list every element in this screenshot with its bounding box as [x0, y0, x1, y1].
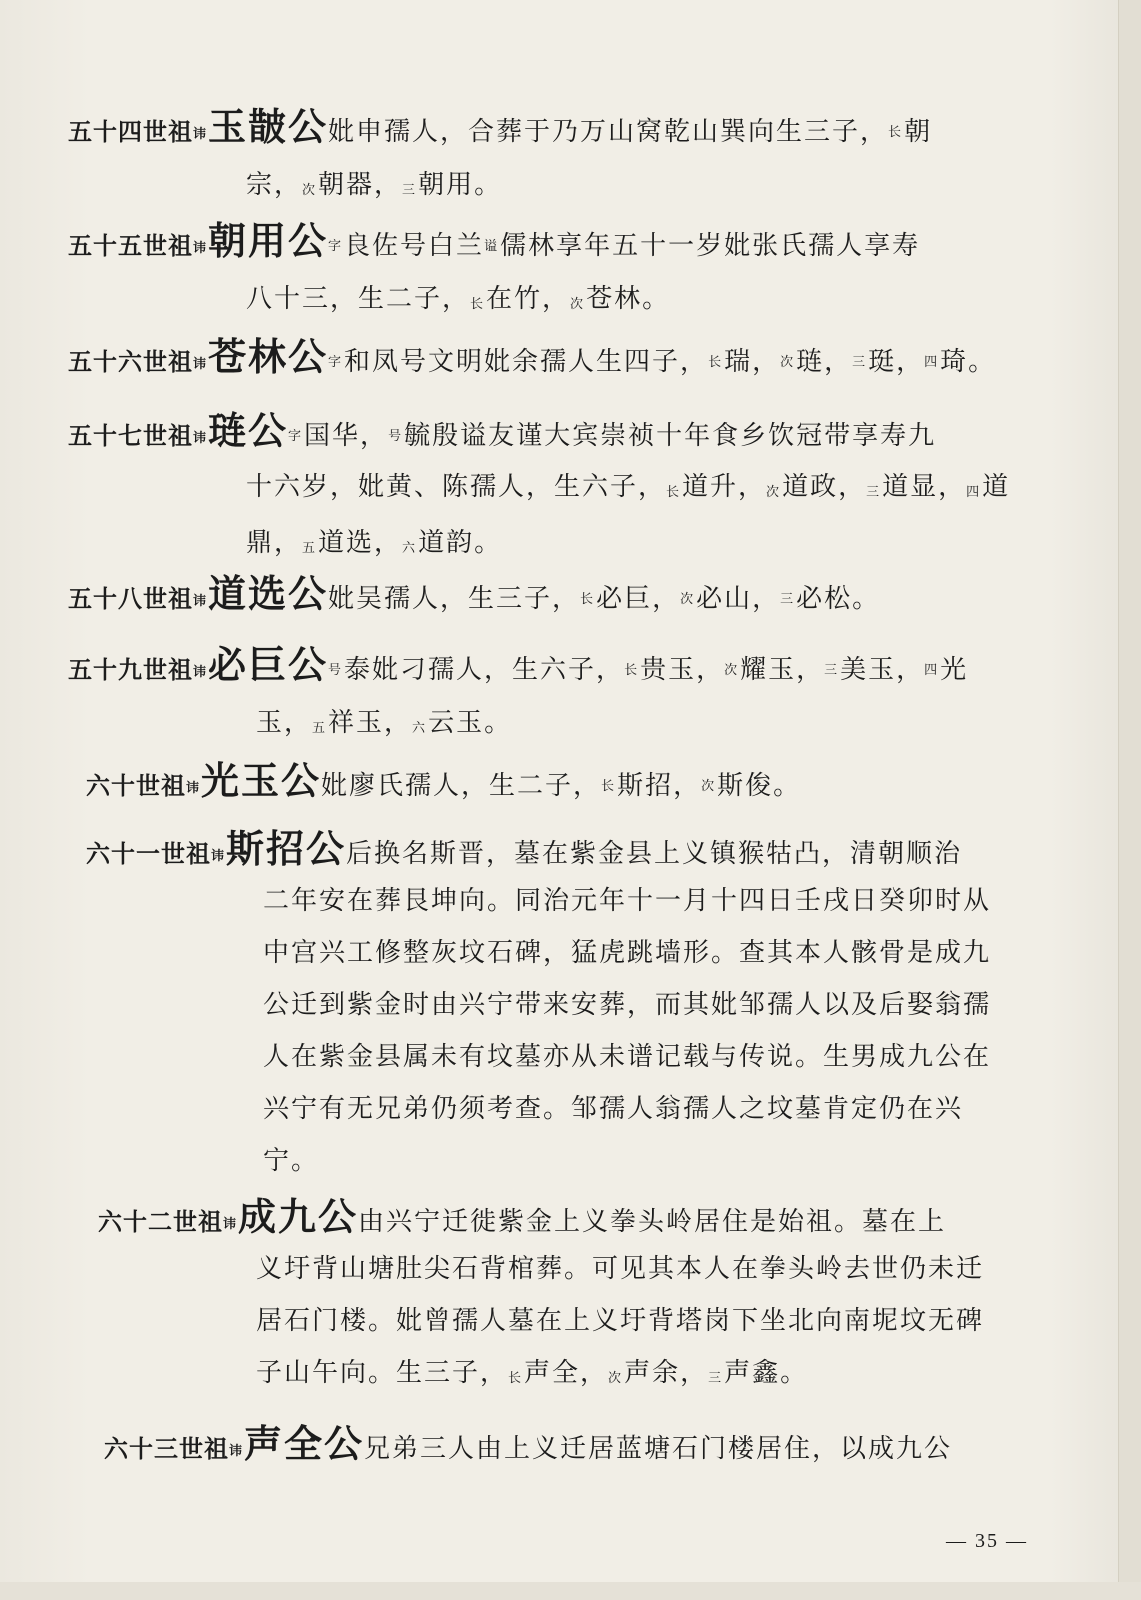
entry-text: 声鑫。 — [724, 1358, 809, 1388]
ancestor-name: 道选公 — [208, 571, 329, 616]
generation-label: 五十六世祖 — [68, 347, 193, 376]
entry-text: 宗， — [246, 170, 303, 200]
genealogy-entry-59 — [68, 636, 1028, 766]
hui-mark: 讳 — [193, 241, 209, 256]
entry-text: 斯招， — [617, 771, 702, 801]
entry-text: 必松。 — [796, 584, 881, 614]
ancestor-name: 斯招公 — [226, 826, 347, 871]
entry-text: 人在紫金县属未有坟墓亦从未谱记载与传说。生男成九公在 — [263, 1042, 992, 1072]
entry-text: 国华， — [304, 421, 389, 451]
superscript-mark: 号 — [328, 663, 344, 678]
superscript-mark: 长 — [580, 592, 596, 607]
generation-label: 六十世祖 — [86, 771, 186, 800]
entry-text: 道政， — [782, 472, 867, 502]
genealogy-entry-56 — [68, 328, 1028, 398]
ancestor-name: 玉皵公 — [208, 104, 329, 149]
entry-text: 鼎， — [246, 528, 303, 558]
entry-text: 道显， — [882, 472, 967, 502]
hui-mark: 讳 — [223, 1217, 239, 1232]
ancestor-name: 成九公 — [238, 1194, 359, 1239]
generation-label: 六十二世祖 — [98, 1207, 223, 1236]
ancestor-name: 光玉公 — [201, 758, 322, 803]
entry-text: 玉， — [256, 708, 313, 738]
hui-mark: 讳 — [193, 127, 209, 142]
genealogy-entry-60 — [68, 752, 1028, 812]
superscript-mark: 五 — [302, 541, 318, 556]
ancestor-name: 苍林公 — [208, 334, 329, 379]
generation-label: 六十三世祖 — [104, 1434, 229, 1463]
entry-text: 道选， — [318, 528, 403, 558]
entry-text: 毓殷谥友谨大宾崇祯十年食乡饮冠带享寿九 — [404, 421, 937, 451]
generation-label: 六十一世祖 — [86, 839, 211, 868]
entry-text: 贵玉， — [640, 655, 725, 685]
ancestor-name: 琏公 — [208, 408, 289, 453]
hui-mark: 讳 — [193, 665, 209, 680]
entry-text: 后换名斯晋，墓在紫金县上义镇猴牯凸，清朝顺治 — [346, 839, 963, 869]
superscript-mark: 三 — [852, 355, 868, 370]
entry-text: 居石门楼。妣曾孺人墓在上义圩背塔岗下坐北向南坭坟无碑 — [256, 1306, 985, 1336]
superscript-mark: 谥 — [484, 239, 500, 254]
entry-text: 妣吴孺人，生三子， — [328, 584, 581, 614]
entry-text: 光 — [940, 655, 969, 685]
entry-text: 中宫兴工修整灰坟石碑，猛虎跳墙形。查其本人骸骨是成九 — [263, 938, 992, 968]
entry-text: 云玉。 — [428, 708, 513, 738]
superscript-mark: 次 — [766, 485, 782, 500]
hui-mark: 讳 — [229, 1444, 245, 1459]
entry-text: 妣申孺人，合葬于乃万山窝乾山巽向生三子， — [328, 117, 889, 147]
superscript-mark: 字 — [288, 429, 304, 444]
entry-text: 十六岁，妣黄、陈孺人，生六子， — [246, 472, 667, 502]
ancestor-name: 必巨公 — [208, 642, 329, 687]
entry-text: 朝 — [904, 117, 933, 147]
superscript-mark: 三 — [824, 663, 840, 678]
entry-text: 必山， — [696, 584, 781, 614]
hui-mark: 讳 — [186, 781, 202, 796]
entry-text: 朝用。 — [418, 170, 503, 200]
entry-text: 琦。 — [940, 347, 997, 377]
superscript-mark: 三 — [402, 183, 418, 198]
entry-text: 良佐号白兰 — [344, 231, 485, 261]
page-edge-bottom — [0, 1582, 1141, 1600]
entry-text: 声全， — [524, 1358, 609, 1388]
entry-text: 儒林享年五十一岁妣张氏孺人享寿 — [500, 231, 921, 261]
generation-label: 五十九世祖 — [68, 655, 193, 684]
entry-text: 二年安在葬艮坤向。同治元年十一月十四日壬戌日癸卯时从 — [263, 886, 992, 916]
entry-text: 在竹， — [486, 284, 571, 314]
entry-text: 子山午向。生三子， — [256, 1358, 509, 1388]
entry-text: 必巨， — [596, 584, 681, 614]
entry-text: 道韵。 — [418, 528, 503, 558]
entry-text: 公迁到紫金时由兴宁带来安葬，而其妣邹孺人以及后娶翁孺 — [263, 990, 992, 1020]
superscript-mark: 次 — [302, 183, 318, 198]
superscript-mark: 四 — [924, 663, 940, 678]
superscript-mark: 长 — [601, 779, 617, 794]
superscript-mark: 次 — [570, 297, 586, 312]
entry-text: 妣廖氏孺人，生二子， — [321, 771, 602, 801]
entry-text: 兴宁有无兄弟仍须考查。邹孺人翁孺人之坟墓肯定仍在兴 — [263, 1094, 964, 1124]
entry-text: 宁。 — [263, 1146, 320, 1176]
generation-label: 五十八世祖 — [68, 584, 193, 613]
genealogy-entry-63 — [68, 1415, 1028, 1475]
entry-text: 义圩背山塘肚尖石背棺葬。可见其本人在拳头岭去世仍未迁 — [256, 1254, 985, 1284]
entry-text: 珽， — [868, 347, 925, 377]
superscript-mark: 六 — [402, 541, 418, 556]
page-number: — 35 — — [946, 1530, 1028, 1552]
superscript-mark: 三 — [866, 485, 882, 500]
entry-text: 道升， — [682, 472, 767, 502]
superscript-mark: 字 — [328, 355, 344, 370]
entry-text: 朝器， — [318, 170, 403, 200]
superscript-mark: 长 — [888, 125, 904, 140]
entry-text: 琏， — [796, 347, 853, 377]
hui-mark: 讳 — [193, 357, 209, 372]
generation-label: 五十四世祖 — [68, 117, 193, 146]
entry-text: 八十三，生二子， — [246, 284, 471, 314]
entry-text: 和凤号文明妣余孺人生四子， — [344, 347, 709, 377]
entry-text: 斯俊。 — [717, 771, 802, 801]
genealogy-entry-62 — [68, 1188, 1028, 1408]
entry-text: 苍林。 — [586, 284, 671, 314]
genealogy-entry-55 — [68, 212, 1028, 342]
superscript-mark: 长 — [470, 297, 486, 312]
superscript-mark: 五 — [312, 721, 328, 736]
superscript-mark: 长 — [708, 355, 724, 370]
hui-mark: 讳 — [193, 594, 209, 609]
superscript-mark: 六 — [412, 721, 428, 736]
superscript-mark: 字 — [328, 239, 344, 254]
entry-text: 声余， — [624, 1358, 709, 1388]
genealogy-entry-58 — [68, 565, 1028, 625]
superscript-mark: 号 — [388, 429, 404, 444]
entry-text: 兄弟三人由上义迁居蓝塘石门楼居住，以成九公 — [364, 1434, 953, 1464]
superscript-mark: 四 — [966, 485, 982, 500]
entry-text: 泰妣刁孺人，生六子， — [344, 655, 625, 685]
entry-text: 由兴宁迁徙紫金上义拳头岭居住是始祖。墓在上 — [358, 1207, 947, 1237]
generation-label: 五十七世祖 — [68, 421, 193, 450]
superscript-mark: 次 — [608, 1371, 624, 1386]
hui-mark: 讳 — [211, 849, 227, 864]
superscript-mark: 三 — [708, 1371, 724, 1386]
entry-text: 瑞， — [724, 347, 781, 377]
superscript-mark: 四 — [924, 355, 940, 370]
superscript-mark: 次 — [701, 779, 717, 794]
entry-text: 耀玉， — [740, 655, 825, 685]
superscript-mark: 次 — [724, 663, 740, 678]
entry-text: 美玉， — [840, 655, 925, 685]
generation-label: 五十五世祖 — [68, 231, 193, 260]
superscript-mark: 三 — [780, 592, 796, 607]
genealogy-entry-54 — [68, 98, 1028, 228]
genealogy-entry-61 — [68, 820, 1028, 1200]
entry-text: 道 — [982, 472, 1011, 502]
genealogy-entry-57 — [68, 402, 1028, 582]
page-edge-right — [1118, 0, 1141, 1600]
ancestor-name: 声全公 — [244, 1421, 365, 1466]
superscript-mark: 长 — [624, 663, 640, 678]
superscript-mark: 次 — [780, 355, 796, 370]
hui-mark: 讳 — [193, 431, 209, 446]
superscript-mark: 长 — [508, 1371, 524, 1386]
superscript-mark: 次 — [680, 592, 696, 607]
superscript-mark: 长 — [666, 485, 682, 500]
entry-text: 祥玉， — [328, 708, 413, 738]
ancestor-name: 朝用公 — [208, 218, 329, 263]
